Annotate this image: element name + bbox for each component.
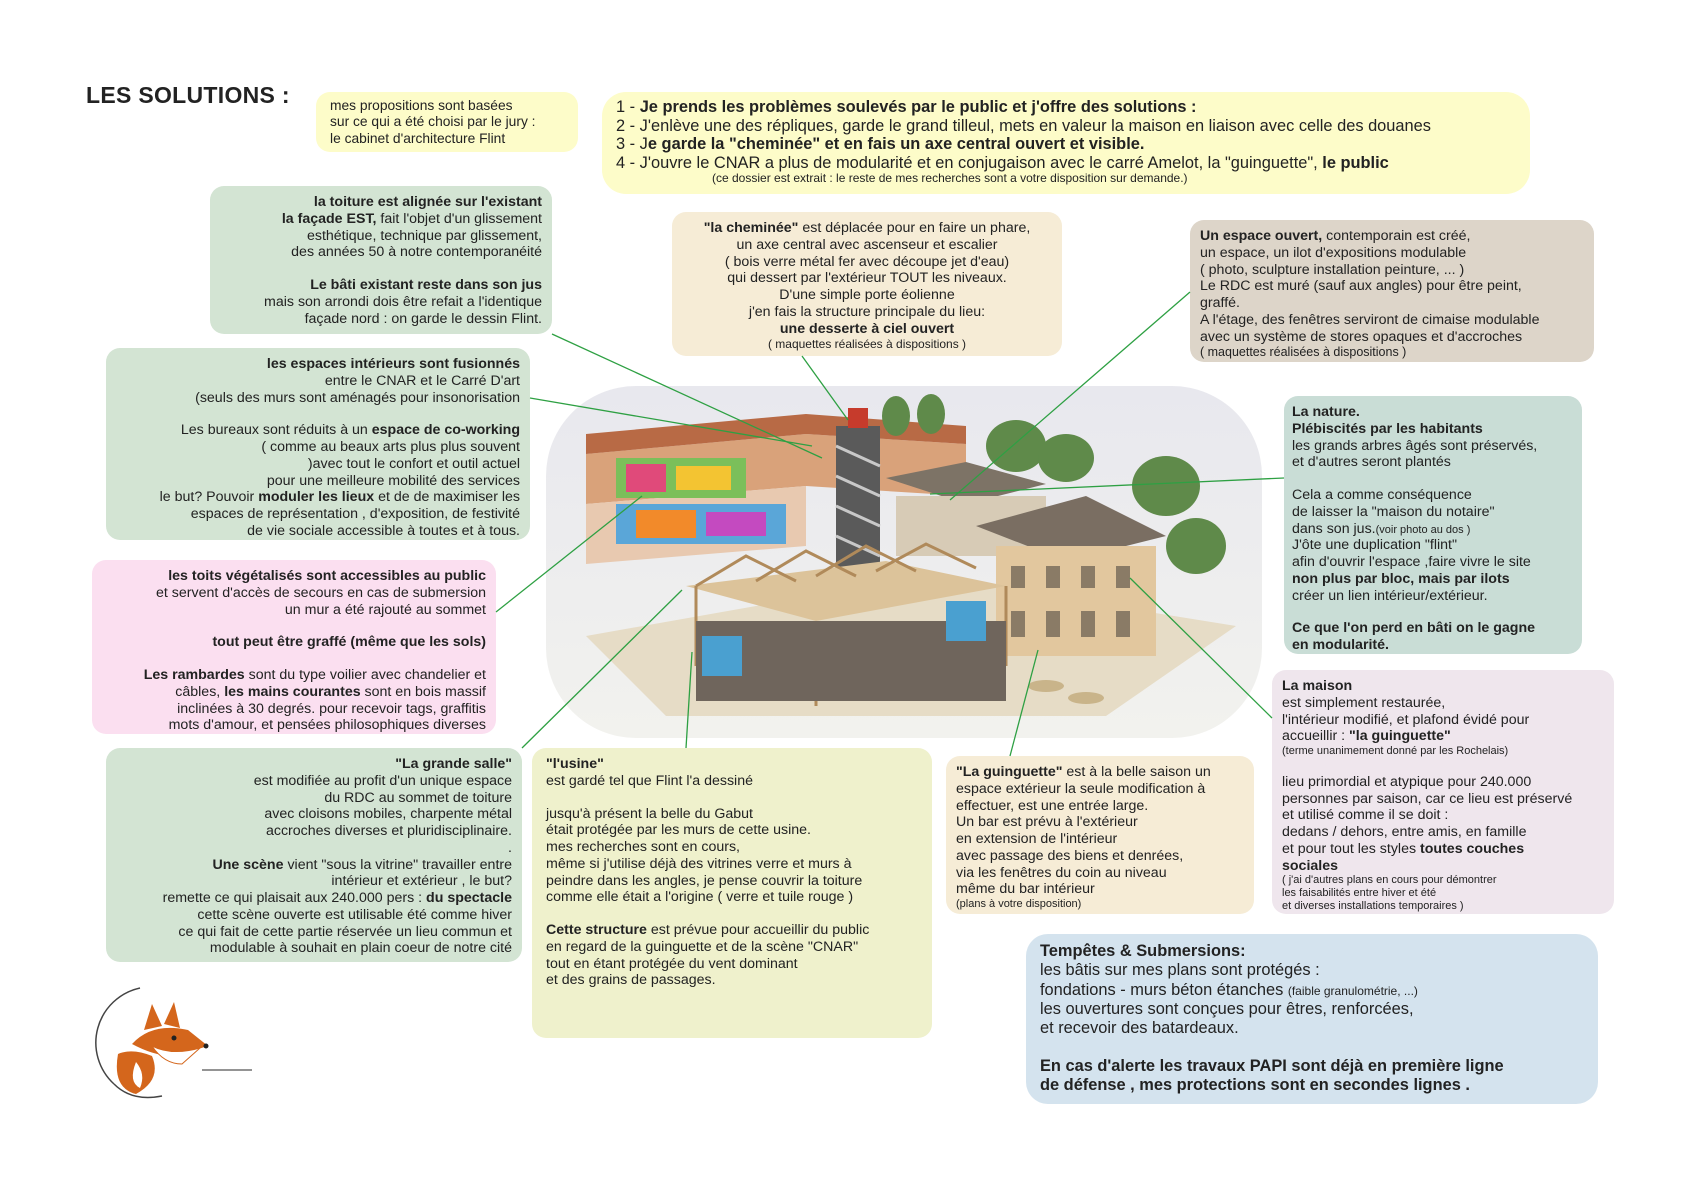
- grande-salle-box: "La grande salle" est modifiée au profit d'un unique espace du RDC au sommet de toiture avec cloisons mobiles, charpente métal accroches diverses et pluridisciplinaire. . Une scène vient "sous la vitrine" travailler entre intérieur et extérieur , le but? remette ce qui plaisait aux 240.000 pers : du spectacle cette scène ouverte est utilisable été comme hiver ce qui fait de cette partie réservée un lieu commun et modulable à souhait en plain coeur de notre cité: [106, 748, 522, 962]
- point-3: 3 - Je garde la "cheminée" et en fais un axe central ouvert et visible.: [616, 135, 1145, 154]
- usine-box: "l'usine" est gardé tel que Flint l'a dessiné jusqu'à présent la belle du Gabut était protégée par les murs de cette usine. mes recherches sont en cours, même si j'utilise déjà des vitrines verre et murs à peindre dans les angles, je pense couvrir la toiture comme elle était a l'origine ( verre et tuile rouge ) Cette structure est prévue pour accueillir du public en regard de la guinguette et de la scène "CNAR" tout en étant protégée du vent dominant et des grains de passages.: [532, 748, 932, 1038]
- guinguette-box: "La guinguette" est à la belle saison un espace extérieur la seule modification à effectuer, est une entrée large. Un bar est prévu à l'extérieur en extension de l'intérieur avec passage des biens et denrées, via les fenêtres du coin au niveau même du bar intérieur (plans à votre disposition): [946, 756, 1254, 914]
- point-2: 2 - J'enlève une des répliques, garde le grand tilleul, mets en valeur la maison en liaison avec celle des douanes: [616, 116, 1431, 135]
- espaces-interieurs-box: les espaces intérieurs sont fusionnés entre le CNAR et le Carré D'art (seuls des murs sont aménagés pour insonorisation Les bureaux sont réduits à un espace de co-working ( comme au beaux arts plus plus souvent )avec tout le confort et outil actuel pour une meilleure mobilité des services le but? Pouvoir moduler les lieux et de de maximiser les espaces de représentation , d'exposition, de festivité de vie sociale accessible à toutes et à tous.: [106, 348, 530, 540]
- espace-ouvert-box: Un espace ouvert, contemporain est créé, un espace, un ilot d'expositions modulable ( photo, sculpture installation peinture, ... ) Le RDC est muré (sauf aux angles) pour être peint, graffé. A l'étage, des fenêtres serviront de cimaise modulable avec un système de stores opaques et d'accroches ( maquettes réalisées à dispositions ): [1190, 220, 1594, 362]
- fox-logo-icon: [92, 984, 262, 1104]
- toiture-box: la toiture est alignée sur l'existant la façade EST, fait l'objet d'un glissement esthétique, technique par glissement, des années 50 à notre contemporanéité Le bâti existant reste dans son jus mais son arrondi dois être refait a l'identique façade nord : on garde le dessin Flint.: [210, 186, 552, 334]
- points-note: (ce dossier est extrait : le reste de mes recherches sont a votre disposition sur demande.): [712, 171, 1188, 186]
- point-1: 1 - Je prends les problèmes soulevés par le public et j'offre des solutions :: [616, 98, 1197, 116]
- maison-box: La maison est simplement restaurée, l'intérieur modifié, et plafond évidé pour accueillir : "la guinguette" (terme unanimement donné par les Rochelais) lieu primordial et atypique pour 240.000 personnes par saison, car ce lieu est préservé et utilisé comme il se doit : dedans / dehors, entre amis, en famille et pour tout les styles toutes couches sociales ( j'ai d'autres plans en cours pour démontrer les faisabilités entre hiver et été et diverses installations temporaires ): [1272, 670, 1614, 914]
- point-4: 4 - J'ouvre le CNAR a plus de modularité et en conjugaison avec le carré Amelot, la "guinguette", le public: [616, 153, 1389, 172]
- toits-box: les toits végétalisés sont accessibles au public et servent d'accès de secours en cas de submersion un mur a été rajouté au sommet tout peut être graffé (même que les sols) Les rambardes sont du type voilier avec chandelier et câbles, les mains courantes sont en bois massif inclinées à 30 degrés. pour recevoir tags, graffitis mots d'amour, et pensées philosophiques diverses: [92, 560, 496, 734]
- page-title: LES SOLUTIONS :: [86, 82, 290, 108]
- nature-box: La nature. Plébiscités par les habitants les grands arbres âgés sont préservés, et d'autres seront plantés Cela a comme conséquence de laisser la "maison du notaire" dans son jus.(voir photo au dos ) J'ôte une duplication "flint" afin d'ouvrir l'espace ,faire vivre le site non plus par bloc, mais par ilots créer un lien intérieur/extérieur. Ce que l'on perd en bâti on le gagne en modularité.: [1284, 396, 1582, 654]
- cheminee-box: "la cheminée" est déplacée pour en faire un phare, un axe central avec ascenseur et escalier ( bois verre métal fer avec découpe jet d'eau) qui dessert par l'extérieur TOUT les niveaux. D'une simple porte éolienne j'en fais la structure principale du lieu: une desserte à ciel ouvert ( maquettes réalisées à dispositions ): [672, 212, 1062, 356]
- intro-note: mes propositions sont basées sur ce qui a été choisi par le jury : le cabinet d'architecture Flint: [316, 92, 578, 152]
- tempetes-box: Tempêtes & Submersions: les bâtis sur mes plans sont protégés : fondations - murs béton étanches (faible granulométrie, ...) les ouvertures sont conçues pour êtres, renforcées, et recevoir des batardeaux. En cas d'alerte les travaux PAPI sont déjà en première ligne de défense , mes protections sont en secondes lignes .: [1026, 934, 1598, 1104]
